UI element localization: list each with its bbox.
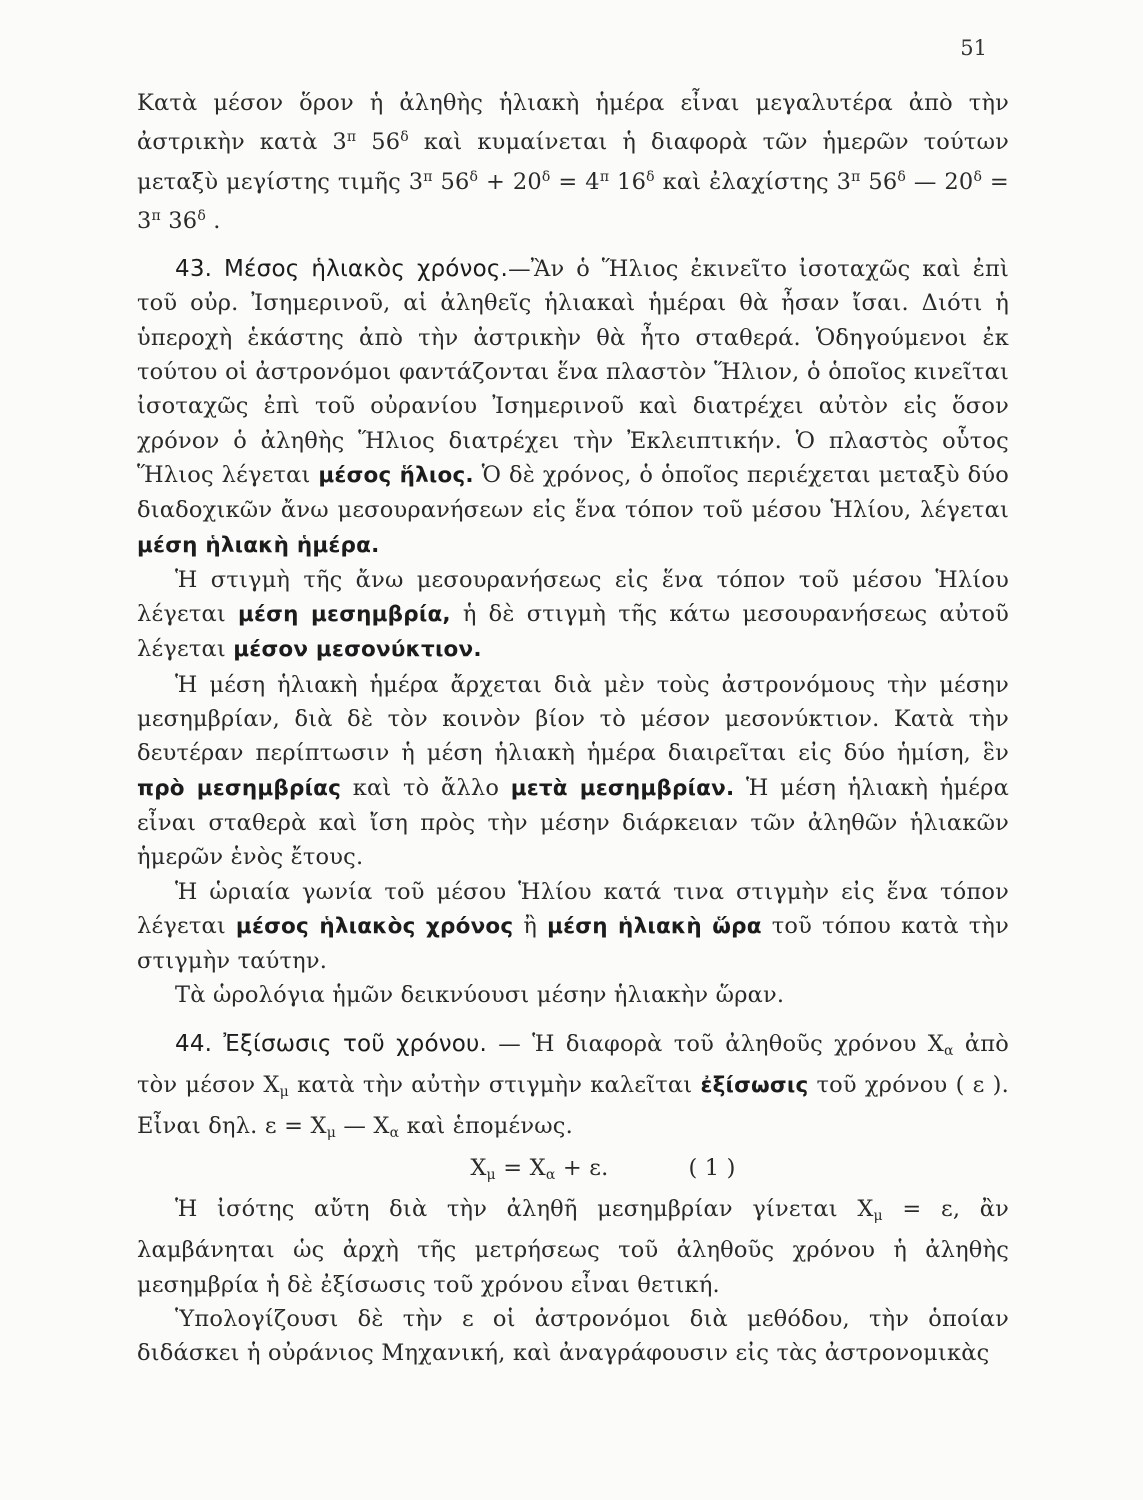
term-post-meridiem: μετὰ μεσημβρίαν. xyxy=(510,775,735,801)
section-43-paragraph xyxy=(137,252,1009,563)
section-44-title: Ἐξίσωσις τοῦ χρόνου. xyxy=(223,1030,488,1057)
page-number: 51 xyxy=(960,36,987,60)
text-run: καὶ κυμαίνεται ἡ διαφορὰ τῶν ἡμερῶν τούτων μεταξὺ μεγίστης τιμῆς 3 xyxy=(137,129,1009,195)
text-run: καὶ τὸ ἄλλο xyxy=(341,774,511,801)
section-44-paragraph xyxy=(137,1027,1009,1151)
text-run: — 20 xyxy=(906,168,974,195)
superscript: δ xyxy=(973,168,983,185)
term-mean-sun: μέσος ἥλιος. xyxy=(318,462,474,488)
text-run: Ἡ στιγμὴ τῆς ἄνω μεσουρανήσεως εἰς ἕνα τόπον τοῦ μέσου Ἡλίου λέγεται xyxy=(137,566,1009,628)
equation-number: ( 1 ) xyxy=(688,1154,736,1181)
text-run: X xyxy=(470,1154,487,1181)
superscript: δ xyxy=(646,168,655,185)
text-run: = ε, ἂν λαμβάνηται ὡς ἀρχὴ τῆς μετρήσεως τοῦ ἀληθοῦς χρόνου ἡ ἀληθὴς μεσημβρία ἡ δὲ ἐξίσωσις τοῦ χρόνου εἶναι θετική. xyxy=(137,1195,1009,1298)
text-run: καὶ ἑπομένως. xyxy=(399,1113,573,1140)
subscript: μ xyxy=(486,1166,496,1183)
text-run: καὶ ἐλαχίστης 3 xyxy=(654,168,852,195)
text-run: Ἡ μέση ἡλιακὴ ἡμέρα εἶναι σταθερὰ καὶ ἴση πρὸς τὴν μέσην διάρκειαν τῶν ἀληθῶν ἡλιακῶν ἡμερῶν ἑνὸς ἔτους. xyxy=(137,774,1009,871)
section-44-number: 44. xyxy=(175,1030,213,1057)
text-run: Ἡ μέση ἡλιακὴ ἡμέρα ἄρχεται διὰ μὲν τοὺς ἀστρονόμους τὴν μέσην μεσημβρίαν, διὰ δὲ τὸν κοινὸν βίον τὸ μέσον μεσονύκτιον. Κατὰ τὴν δευτέραν περίπτωσιν ἡ μέση ἡλιακὴ ἡμέρα διαιρεῖται εἰς δύο ἡμίση, ἓν xyxy=(137,671,1009,767)
text-run: = 4 xyxy=(550,168,600,195)
paragraph-synodic-difference xyxy=(137,86,1009,238)
text-run: — X xyxy=(336,1113,390,1140)
superscript: δ xyxy=(469,168,479,185)
superscript: π xyxy=(851,168,861,185)
superscript: π xyxy=(346,129,357,146)
paragraph-day-start xyxy=(137,668,1009,875)
text-run: — Ἡ διαφορὰ τοῦ ἀληθοῦς χρόνου X xyxy=(487,1030,945,1057)
term-ante-meridiem: πρὸ μεσημβρίας xyxy=(137,775,342,801)
term-mean-noon: μέση μεσημβρία, xyxy=(237,602,451,628)
section-43-number: 43. xyxy=(175,256,213,283)
text-run: 56 xyxy=(432,168,470,195)
superscript: δ xyxy=(400,129,409,146)
superscript: δ xyxy=(541,168,551,185)
text-run: —Ἂν ὁ Ἥλιος ἐκινεῖτο ἰσοταχῶς καὶ ἐπὶ τοῦ οὐρ. Ἰσημερινοῦ, αἱ ἀληθεῖς ἡλιακαὶ ἡμέραι θὰ ἦσαν ἴσαι. Διότι ἡ ὑπεροχὴ ἑκάστης ἀπὸ τὴν ἀστρικὴν θὰ ἦτο σταθερά. Ὁδηγούμενοι ἐκ τούτου οἱ ἀστρονόμοι φαντάζονται ἕνα πλαστὸν Ἥλιον, ὁ ὁποῖος κινεῖται ἰσοταχῶς ἐπὶ τοῦ οὐρανίου Ἰσημερινοῦ καὶ διατρέχει αὐτὸν εἰς ὅσον χρόνον ὁ ἀληθὴς Ἥλιος διατρέχει τὴν Ἐκλειπτικήν. Ὁ πλαστὸς οὗτος Ἥλιος λέγεται xyxy=(137,256,1009,488)
text-run: τοῦ χρόνου ( ε ). Εἶναι δηλ. ε = X xyxy=(137,1072,1009,1140)
term-mean-solar-day: μέση ἡλιακὴ ἡμέρα. xyxy=(137,532,380,558)
text-run: 16 xyxy=(609,168,647,195)
text-run: . xyxy=(205,207,221,234)
section-43-title: Μέσος ἡλιακὸς χρόνος. xyxy=(223,256,509,283)
text-run: 56 xyxy=(356,129,401,156)
superscript: π xyxy=(599,168,610,185)
text-run: + 20 xyxy=(478,168,542,195)
subscript: μ xyxy=(873,1207,883,1224)
paragraph-hour-angle xyxy=(137,875,1009,979)
text-run: Ἡ ὡριαία γωνία τοῦ μέσου Ἡλίου κατά τινα στιγμὴν εἰς ἕνα τόπον λέγεται xyxy=(137,878,1009,939)
text-run: Ὁ δὲ χρόνος, ὁ ὁποῖος περιέχεται μεταξὺ δύο διαδοχικῶν ἄνω μεσουρανήσεων εἰς ἕνα τόπον τοῦ μέσου Ἡλίου, λέγεται xyxy=(137,461,1010,524)
paragraph-clocks: Τὰ ὡρολόγια ἡμῶν δεικνύουσι μέσην ἡλιακὴν ὥραν. xyxy=(175,982,785,1009)
term-mean-solar-hour: μέση ἡλιακὴ ὥρα xyxy=(547,913,762,939)
paragraph-mean-noon xyxy=(137,563,1009,668)
paragraph-calculation: Ὑπολογίζουσι δὲ τὴν ε οἱ ἀστρονόμοι διὰ μεθόδου, τὴν ὁποίαν διδάσκει ἡ οὐράνιος Μηχανική, καὶ ἀναγράφουσιν εἰς τὰς ἀστρονομικὰς xyxy=(137,1305,1009,1367)
paragraph-equality xyxy=(137,1192,1009,1302)
formula-1 xyxy=(137,1151,1009,1192)
text-run: + ε. xyxy=(555,1154,609,1181)
text-run: ἢ xyxy=(513,912,548,939)
subscript: μ xyxy=(326,1125,337,1142)
text-run: 36 xyxy=(160,207,198,234)
text-run: κατὰ τὴν αὐτὴν στιγμὴν καλεῖται xyxy=(288,1072,701,1099)
subscript: α xyxy=(944,1042,954,1059)
superscript: π xyxy=(423,168,433,185)
text-run: τοῦ τόπου κατὰ τὴν στιγμὴν ταύτην. xyxy=(137,912,1009,975)
term-mean-solar-time: μέσος ἡλιακὸς χρόνος xyxy=(235,913,514,939)
superscript: δ xyxy=(197,207,206,224)
text-run: ἡ δὲ στιγμὴ τῆς κάτω μεσουρανήσεως αὐτοῦ λέγεται xyxy=(137,601,1009,663)
text-run: Κατὰ μέσον ὅρον ἡ ἀληθὴς ἡλιακὴ ἡμέρα εἶναι μεγαλυτέρα ἀπὸ τὴν ἀστρικὴν κατὰ 3 xyxy=(137,90,1009,156)
text-run: = X xyxy=(495,1154,546,1181)
page-text xyxy=(137,86,1009,1370)
text-run: Ἡ ἰσότης αὔτη διὰ τὴν ἀληθῆ μεσημβρίαν γίνεται X xyxy=(175,1195,874,1222)
subscript: α xyxy=(545,1166,556,1183)
text-run: 56 xyxy=(860,168,898,195)
text-run: = 3 xyxy=(137,168,1009,234)
term-equation-of-time: ἐξίσωσις xyxy=(700,1073,809,1099)
term-mean-midnight: μέσον μεσονύκτιον. xyxy=(233,637,482,663)
superscript: π xyxy=(151,207,161,224)
superscript: δ xyxy=(897,168,907,185)
subscript: μ xyxy=(279,1084,289,1101)
subscript: α xyxy=(389,1125,400,1142)
text-run: ἀπὸ τὸν μέσον X xyxy=(137,1030,1009,1099)
